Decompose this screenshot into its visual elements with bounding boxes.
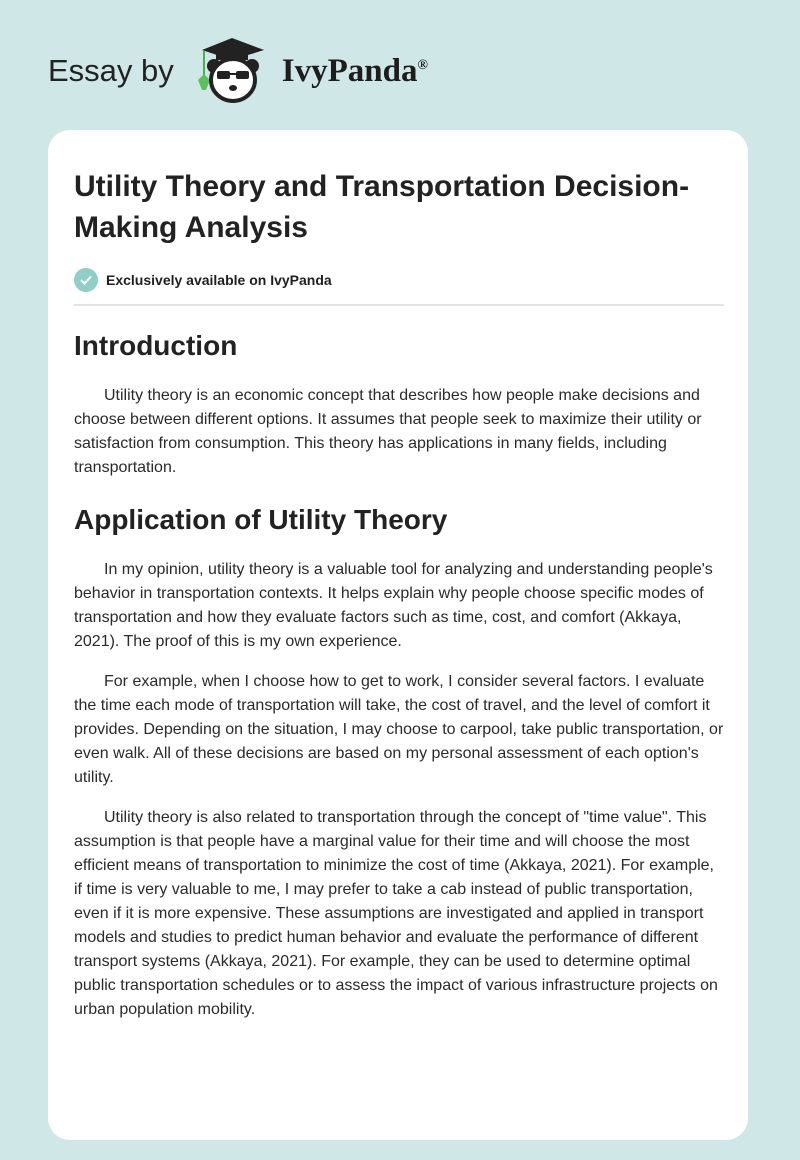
paragraph: Utility theory is an economic concept that describes how people make decisions and choose between different options. It assumes that people seek to maximize their utility or satisfaction from consumption. This theory has applications in many fields, including transportation. (74, 387, 702, 476)
essay-card (48, 130, 748, 1140)
essay-title: Utility Theory and Transportation Decision-Making Analysis (74, 170, 690, 244)
paragraph: For example, when I choose how to get to work, I consider several factors. I evaluate the time each mode of transportation will take, the cost of travel, and the level of comfort it provides. Depending on the situation, I may choose to carpool, take public transportation, or even walk. All of these decisions are based on my personal assessment of each option's utility. (74, 673, 724, 786)
badge-label: Exclusively available on IvyPanda (106, 272, 332, 288)
section-heading: Introduction (74, 330, 238, 361)
panda-logo-icon (192, 36, 272, 106)
paragraph: In my opinion, utility theory is a valuable tool for analyzing and understanding people's behavior in transportation contexts. It helps explain why people choose specific modes of transportation and how they evaluate factors such as time, cost, and comfort (Akkaya, 2021). The proof of this is my own experience. (74, 561, 713, 650)
divider (74, 304, 724, 306)
brand-name: IvyPanda® (281, 52, 428, 89)
check-icon (74, 268, 98, 292)
brand-header (48, 36, 428, 106)
brand-prefix: Essay by (48, 53, 174, 88)
exclusive-badge (74, 268, 724, 292)
section-heading: Application of Utility Theory (74, 504, 448, 535)
paragraph: Utility theory is also related to transportation through the concept of "time value". This assumption is that people have a marginal value for their time and will choose the most efficient means of transportation to minimize the cost of time (Akkaya, 2021). For example, if time is very valuable to me, I may prefer to take a cab instead of public transportation, even if it is more expensive. These assumptions are investigated and applied in transport models and studies to predict human behavior and evaluate the performance of different transport systems (Akkaya, 2021). For example, they can be used to determine optimal public transportation schedules or to assess the impact of various infrastructure projects on urban population mobility. (74, 809, 718, 1018)
